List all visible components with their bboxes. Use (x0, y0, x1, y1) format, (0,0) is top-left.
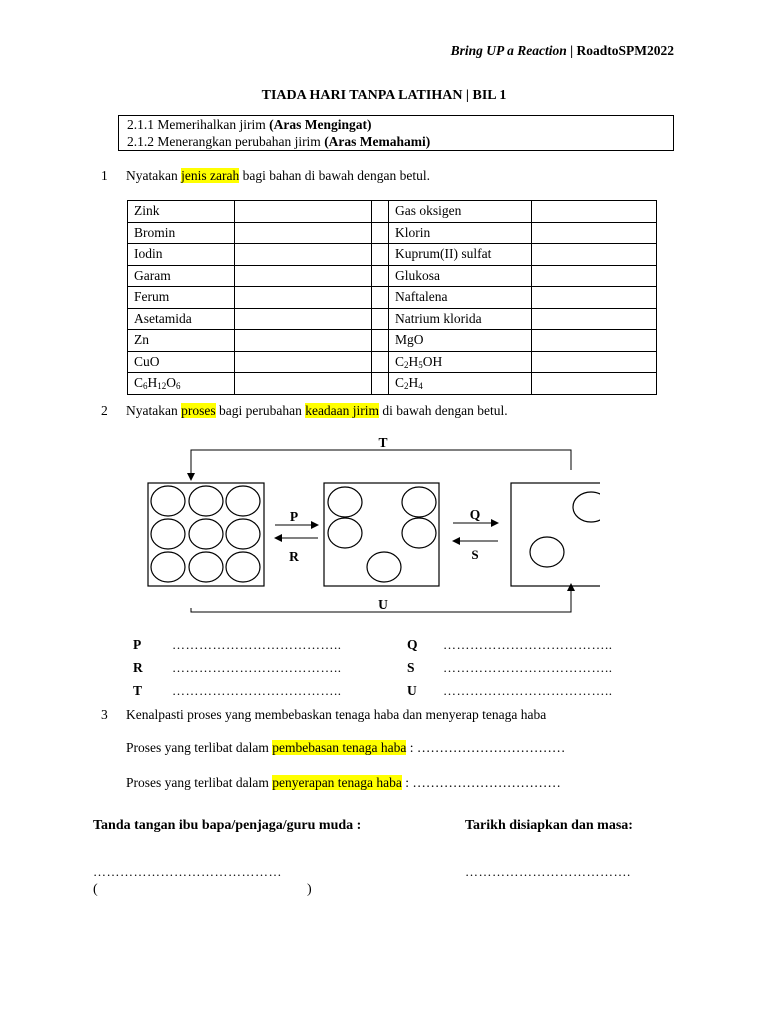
highlight-keadaan-jirim: keadaan jirim (305, 403, 380, 418)
answer-cell[interactable] (235, 308, 372, 330)
answer-label-U: U (407, 683, 417, 698)
substance-name: Glukosa (389, 265, 532, 287)
spacer-cell (372, 265, 389, 287)
table-row (128, 330, 657, 352)
table-row (128, 222, 657, 244)
substance-name: Natrium klorida (389, 308, 532, 330)
answer-cell[interactable] (532, 287, 657, 309)
question-3-text: Kenalpasti proses yang membebaskan tenaga haba dan menyerap tenaga haba (126, 707, 547, 722)
answer-label-T: T (133, 683, 143, 698)
date-time-line[interactable]: ………………………………. (465, 864, 631, 879)
spacer-cell (372, 222, 389, 244)
table-row (128, 308, 657, 330)
label-Q: Q (469, 507, 481, 522)
substance-name: $C_2H_4$ (389, 373, 532, 395)
substance-name: Zink (128, 201, 235, 223)
answer-cell[interactable] (235, 201, 372, 223)
substance-name: Bromin (128, 222, 235, 244)
answer-line-Q[interactable]: ……………………………….. (443, 637, 613, 652)
answer-cell[interactable] (235, 265, 372, 287)
spacer-cell (372, 330, 389, 352)
highlight-pembebasan: pembebasan tenaga haba (272, 740, 407, 755)
table-row (128, 244, 657, 266)
gas-particles (530, 492, 600, 567)
substance-name: Iodin (128, 244, 235, 266)
answer-cell[interactable] (532, 222, 657, 244)
answer-line-U[interactable]: ……………………………….. (443, 683, 613, 698)
objectives-box (118, 115, 674, 151)
table-row (128, 201, 657, 223)
objective-item: 2.1.2 Menerangkan perubahan jirim (Aras Memahami) (127, 133, 431, 149)
highlight-proses: proses (181, 403, 216, 418)
highlight-penyerapan: penyerapan tenaga haba (272, 775, 402, 790)
header-separator: | (566, 43, 577, 58)
substance-name: Zn (128, 330, 235, 352)
label-T: T (378, 435, 388, 450)
substance-name: MgO (389, 330, 532, 352)
substance-name: Garam (128, 265, 235, 287)
answer-line-R[interactable]: ……………………………….. (172, 660, 342, 675)
substance-name: $C_2H_5OH$ (389, 351, 532, 373)
table-row (128, 265, 657, 287)
question-2-number: 2 (101, 403, 108, 418)
objective-item: 2.1.1 Memerihalkan jirim (Aras Mengingat) (127, 117, 372, 132)
label-R: R (289, 549, 299, 564)
answer-line-P[interactable]: ……………………………….. (172, 637, 342, 652)
answer-cell[interactable] (532, 351, 657, 373)
label-U: U (378, 597, 388, 612)
name-paren-open: ( (93, 882, 98, 897)
answer-cell[interactable] (532, 373, 657, 395)
liquid-particles (328, 487, 436, 582)
table-row (128, 351, 657, 373)
arrow-T (191, 450, 571, 480)
question-1-text: Nyatakan jenis zarah bagi bahan di bawah dengan betul. (126, 168, 431, 183)
heat-absorb-line[interactable]: Proses yang terlibat dalam penyerapan tenaga haba : …………………………… (126, 775, 561, 790)
substance-name: Gas oksigen (389, 201, 532, 223)
question-3-number: 3 (101, 707, 108, 722)
substance-name: Klorin (389, 222, 532, 244)
label-S: S (471, 547, 479, 562)
signature-title: Tanda tangan ibu bapa/penjaga/guru muda : (93, 818, 362, 833)
question-2-text: Nyatakan proses bagi perubahan keadaan jirim di bawah dengan betul. (126, 403, 508, 418)
answer-label-R: R (133, 660, 143, 675)
states-of-matter-diagram (140, 430, 600, 615)
header-tag: RoadtoSPM2022 (576, 43, 674, 58)
substance-name: $C_6H_{12}O_6$ (128, 373, 235, 395)
answer-cell[interactable] (532, 201, 657, 223)
header-series: Bring UP a Reaction (450, 43, 567, 58)
answer-cell[interactable] (532, 265, 657, 287)
signature-line[interactable]: …………………………………… (93, 864, 282, 879)
spacer-cell (372, 201, 389, 223)
question-1-number: 1 (101, 168, 108, 183)
answer-cell[interactable] (235, 287, 372, 309)
answer-line-T[interactable]: ……………………………….. (172, 683, 342, 698)
answer-cell[interactable] (235, 330, 372, 352)
answer-label-S: S (407, 660, 415, 675)
date-time-title: Tarikh disiapkan dan masa: (465, 818, 633, 833)
name-paren-close: ) (307, 882, 312, 897)
worksheet-title: TIADA HARI TANPA LATIHAN | BIL 1 (261, 88, 507, 103)
answer-line-S[interactable]: ……………………………….. (443, 660, 613, 675)
substance-name: Asetamida (128, 308, 235, 330)
highlight-jenis-zarah: jenis zarah (181, 168, 240, 183)
heat-release-line[interactable]: Proses yang terlibat dalam pembebasan tenaga haba : …………………………… (126, 740, 566, 755)
particle-type-table (127, 200, 657, 395)
answer-label-Q: Q (407, 637, 418, 652)
spacer-cell (372, 308, 389, 330)
answer-cell[interactable] (235, 373, 372, 395)
label-P: P (289, 509, 299, 524)
gas-box (511, 483, 600, 586)
substance-name: Naftalena (389, 287, 532, 309)
answer-cell[interactable] (235, 244, 372, 266)
table-row (128, 373, 657, 395)
spacer-cell (372, 373, 389, 395)
substance-name: CuO (128, 351, 235, 373)
substance-name: Ferum (128, 287, 235, 309)
substance-name: Kuprum(II) sulfat (389, 244, 532, 266)
liquid-box (324, 483, 439, 586)
spacer-cell (372, 244, 389, 266)
answer-cell[interactable] (532, 330, 657, 352)
spacer-cell (372, 351, 389, 373)
page-header (0, 43, 674, 59)
answer-cell[interactable] (532, 244, 657, 266)
spacer-cell (372, 287, 389, 309)
answer-cell[interactable] (235, 222, 372, 244)
answer-cell[interactable] (532, 308, 657, 330)
solid-box (148, 483, 264, 586)
solid-particles (151, 486, 260, 582)
answer-label-P: P (133, 637, 142, 652)
answer-cell[interactable] (235, 351, 372, 373)
table-row (128, 287, 657, 309)
